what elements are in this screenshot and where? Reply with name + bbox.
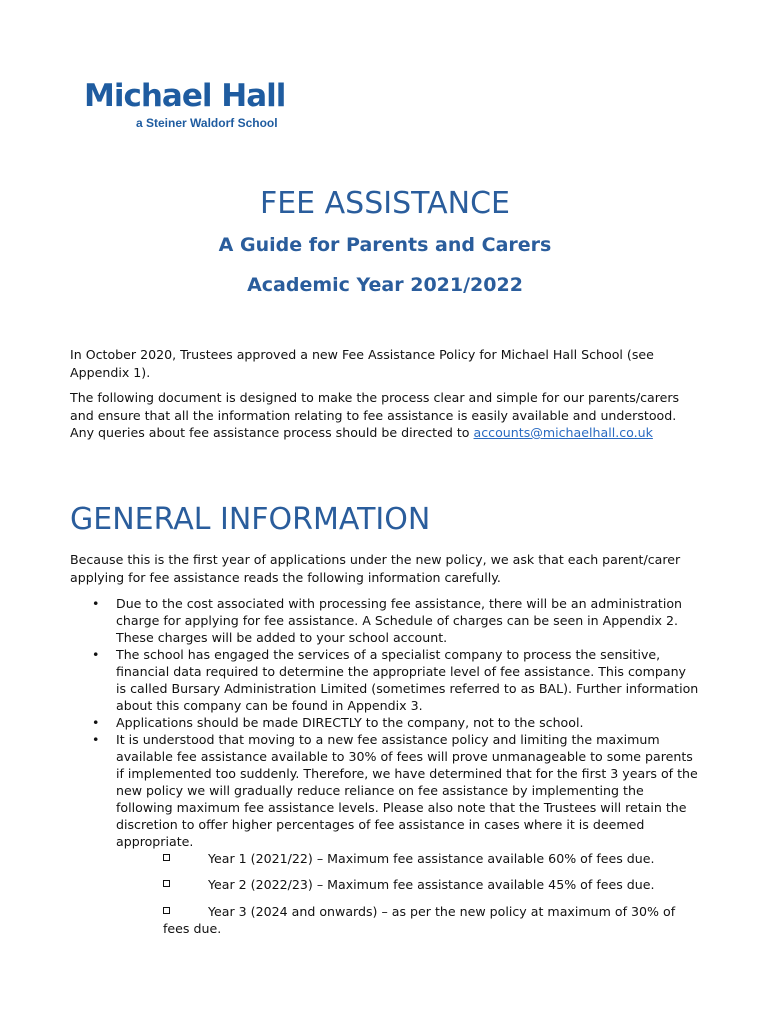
sub-list-item xyxy=(163,850,693,867)
list-item xyxy=(70,646,700,714)
section-heading-general: GENERAL INFORMATION xyxy=(70,502,431,537)
general-intro: Because this is the first year of applications under the new policy, we ask that each parent/carer applying for fee assistance reads the following information carefully. xyxy=(70,552,681,585)
bullet-icon: • xyxy=(92,596,100,611)
list-item-text: Applications should be made DIRECTLY to the company, not to the school. xyxy=(116,715,584,730)
square-bullet-icon xyxy=(163,907,170,914)
list-item-text: It is understood that moving to a new fee assistance policy and limiting the maximum available fee assistance available to 30% of fees will prove unmanageable to some parents if implemented too suddenly. Therefore, we have determined that for the first 3 years of the new policy we will gradually reduce reliance on fee assistance by implementing the following maximum fee assistance levels. Please also note that the Trustees will retain the discretion to offer higher percentages of fee assistance in cases where it is deemed appropriate. xyxy=(116,732,698,849)
list-item xyxy=(70,731,700,850)
academic-year: Academic Year 2021/2022 xyxy=(247,274,523,296)
intro-paragraph-2-text: The following document is designed to make the process clear and simple for our parents/carers and ensure that all the information relating to fee assistance is easily available and understood. Any queries about fee assistance process should be directed to xyxy=(70,390,680,440)
general-bullet-list xyxy=(70,595,700,850)
square-bullet-icon xyxy=(163,880,170,887)
bullet-icon: • xyxy=(92,647,100,662)
document-title: FEE ASSISTANCE xyxy=(259,186,511,221)
sub-list-item-text: Year 2 (2022/23) – Maximum fee assistance available 45% of fees due. xyxy=(208,877,655,892)
list-item xyxy=(70,714,700,731)
logo-tagline: a Steiner Waldorf School xyxy=(136,116,278,130)
intro-paragraph-2 xyxy=(70,389,700,442)
list-item-text: The school has engaged the services of a specialist company to process the sensitive, financial data required to determine the appropriate level of fee assistance. This company is called Bursary Administration Limited (sometimes referred to as BAL). Further information about this company can be found in Appendix 3. xyxy=(116,647,699,713)
school-logo xyxy=(84,78,298,134)
sub-list-item-text: Year 3 (2024 and onwards) – as per the new policy at maximum of 30% of fees due. xyxy=(163,904,676,936)
sub-list-item xyxy=(163,876,693,893)
logo-name: Michael Hall xyxy=(84,78,286,114)
sub-list-item-text: Year 1 (2021/22) – Maximum fee assistance available 60% of fees due. xyxy=(208,851,655,866)
square-bullet-icon xyxy=(163,854,170,861)
list-item xyxy=(70,595,700,646)
list-item-text: Due to the cost associated with processing fee assistance, there will be an administration charge for applying for fee assistance. A Schedule of charges can be seen in Appendix 2. These charges will be added to your school account. xyxy=(116,596,683,645)
bullet-icon: • xyxy=(92,715,100,730)
document-subtitle: A Guide for Parents and Carers xyxy=(218,234,552,256)
intro-paragraph-1: In October 2020, Trustees approved a new Fee Assistance Policy for Michael Hall School (see Appendix 1). xyxy=(70,347,654,380)
accounts-email-link[interactable]: accounts@michaelhall.co.uk xyxy=(473,425,653,440)
bullet-icon: • xyxy=(92,732,100,747)
sub-list-item xyxy=(163,903,693,937)
